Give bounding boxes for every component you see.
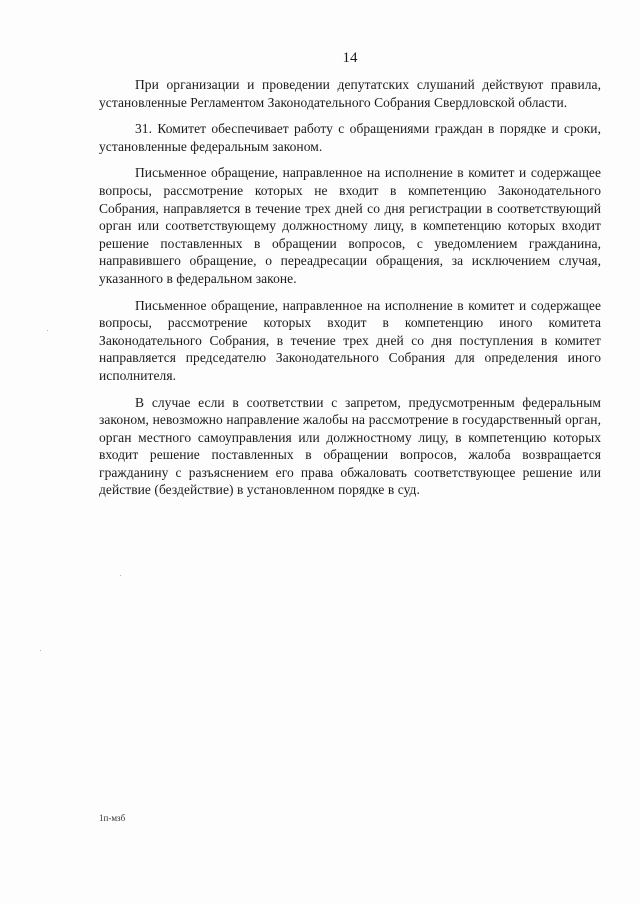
paragraph-clause-31: 31. Комитет обеспечивает работу с обращениями граждан в порядке и сроки, установленные федеральным законом. [99,121,601,154]
body-text [99,76,601,508]
paragraph-other-committee: Письменное обращение, направленное на исполнение в комитет и содержащее вопросы, рассмотрение которых входит в компетенцию иного комитета Законодательного Собрания, в течение трех дней со дня поступления в комитет направляется председателю Законодательного Собрания для определения иного исполнителя. [99,297,601,383]
paragraph-hearings-rules: При организации и проведении депутатских слушаний действуют правила, установленные Регламентом Законодательного Собрания Свердловской области. [99,77,601,110]
scan-speck [120,575,121,576]
scan-speck [40,650,41,651]
footer-doc-code: 1п-мзб [99,813,126,823]
paragraph-complaint-return: В случае если в соответствии с запретом, предусмотренным федеральным законом, невозможно направление жалобы на рассмотрение в государственный орган, орган местного самоуправления или должностному лицу, в компетенцию которых входит решение поставленных в обращении вопросов, жалоба возвращается гражданину с разъяснением его права обжаловать соответствующее решение или действие (бездействие) в установленном порядке в суд. [99,394,601,498]
page-number: 14 [342,50,358,66]
scan-speck [47,330,48,331]
paragraph-redirect-appeal: Письменное обращение, направленное на исполнение в комитет и содержащее вопросы, рассмотрение которых не входит в компетенцию Законодательного Собрания, направляется в течение трех дней со дня регистрации в соответствующий орган или соответствующему должностному лицу, в компетенцию которых входит решение поставленных в обращении вопросов, с уведомлением гражданина, направившего обращение, о переадресации обращения, за исключением случая, указанного в федеральном законе. [99,165,601,286]
